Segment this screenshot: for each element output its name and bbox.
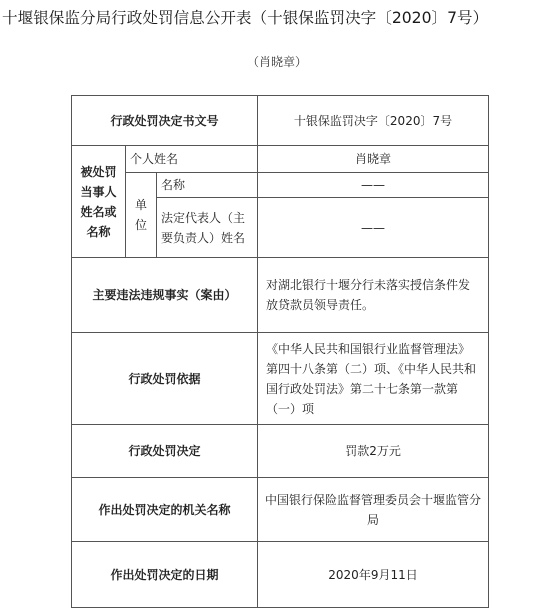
table-row-decision xyxy=(72,425,489,478)
date-label: 作出处罚决定的日期 xyxy=(72,542,258,608)
decision-no-value: 十银保监罚决字〔2020〕7号 xyxy=(258,96,489,146)
page-title: 十堰银保监分局行政处罚信息公开表（十银保监罚决字〔2020〕7号） xyxy=(2,9,489,27)
legal-rep-value: —— xyxy=(258,198,489,258)
legal-rep-label: 法定代表人（主要负责人）姓名 xyxy=(157,198,258,258)
table-row-unit-name xyxy=(72,173,489,198)
unit-name-label: 名称 xyxy=(157,173,258,198)
table-row-individual-name xyxy=(72,146,489,173)
unit-label: 单位 xyxy=(126,173,157,258)
page-subtitle: （肖晓章） xyxy=(246,55,307,69)
unit-name-value: —— xyxy=(258,173,489,198)
decision-label: 行政处罚决定 xyxy=(72,425,258,478)
party-label: 被处罚当事人姓名或名称 xyxy=(72,146,126,258)
decision-no-label: 行政处罚决定书文号 xyxy=(72,96,258,146)
table-row-date xyxy=(72,542,489,608)
authority-value: 中国银行保险监督管理委员会十堰监管分局 xyxy=(258,478,489,542)
table-row-authority xyxy=(72,478,489,542)
table-row-basis xyxy=(72,333,489,425)
facts-label: 主要违法违规事实（案由） xyxy=(72,258,258,333)
facts-value: 对湖北银行十堰分行未落实授信条件发放贷款员领导责任。 xyxy=(258,258,489,333)
decision-value: 罚款2万元 xyxy=(258,425,489,478)
authority-label: 作出处罚决定的机关名称 xyxy=(72,478,258,542)
penalty-info-table xyxy=(71,95,489,608)
basis-label: 行政处罚依据 xyxy=(72,333,258,425)
table-row-decision-no xyxy=(72,96,489,146)
date-value: 2020年9月11日 xyxy=(258,542,489,608)
individual-name-label: 个人姓名 xyxy=(126,146,258,173)
table-row-facts xyxy=(72,258,489,333)
basis-value: 《中华人民共和国银行业监督管理法》第四十八条第（二）项、《中华人民共和国行政处罚法》第二十七条第一款第（一）项 xyxy=(258,333,489,425)
individual-name-value: 肖晓章 xyxy=(258,146,489,173)
